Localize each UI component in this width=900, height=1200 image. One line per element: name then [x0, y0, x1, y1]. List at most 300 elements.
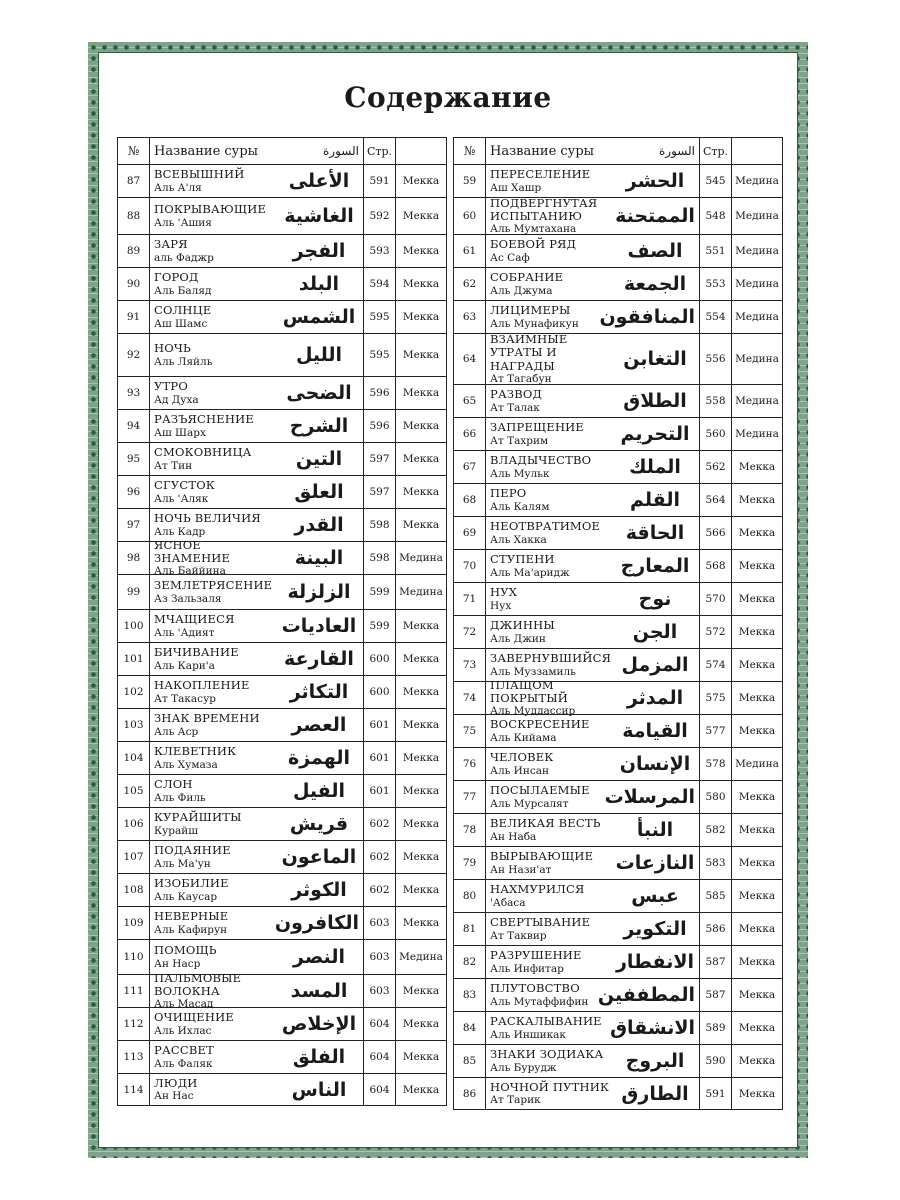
sura-number: 66 [454, 418, 486, 450]
sura-name-cell [486, 165, 700, 197]
sura-page: 603 [364, 940, 396, 974]
sura-arabic-name: قريش [289, 813, 349, 835]
sura-name-cell [150, 301, 364, 333]
sura-revelation-place: Мекка [738, 956, 776, 968]
sura-name: НОЧЬ ВЕЛИЧИЯ [154, 511, 261, 526]
table-row [453, 334, 783, 385]
sura-name-cell [486, 268, 700, 300]
sura-page: 599 [364, 610, 396, 642]
table-row [453, 451, 783, 484]
sura-transliteration: Аль Ма'аридж [490, 566, 570, 579]
sura-name-cell [486, 1012, 700, 1044]
table-row [117, 1074, 447, 1106]
sura-name: СМОКОВНИЦА [154, 445, 252, 460]
sura-name-block [490, 333, 615, 385]
sura-name-cell [486, 677, 700, 718]
sura-name: БОЕВОЙ РЯД [490, 237, 577, 252]
sura-name: ПЛУТОВСТВО [490, 981, 580, 996]
sura-name: ВЛАДЫЧЕСТВО [490, 453, 592, 468]
sura-transliteration: 'Абаса [490, 896, 526, 909]
sura-arabic-name: الفلق [292, 1046, 346, 1068]
sura-page: 548 [700, 198, 732, 234]
sura-name-cell [150, 476, 364, 508]
sura-number: 89 [118, 235, 150, 267]
sura-transliteration: Аль Мунафикун [490, 317, 579, 330]
sura-name-block [490, 388, 615, 413]
sura-name-cell [486, 979, 700, 1011]
sura-page: 595 [364, 301, 396, 333]
sura-arabic-name: الغاشية [284, 205, 354, 227]
sura-name-block [490, 487, 615, 512]
sura-transliteration: Аль Бурудж [490, 1061, 557, 1074]
sura-transliteration: Аш Хашр [490, 181, 542, 194]
sura-number: 105 [118, 775, 150, 807]
sura-transliteration: Аль Баййина [154, 565, 226, 578]
table-row [117, 334, 447, 377]
sura-revelation-place: Медина [735, 175, 779, 187]
sura-revelation-place: Мекка [402, 278, 440, 290]
sura-page: 590 [700, 1045, 732, 1077]
table-row [117, 1008, 447, 1041]
table-row [117, 610, 447, 643]
header-arabic: السورة [323, 144, 359, 158]
table-row [453, 781, 783, 814]
sura-page: 591 [700, 1078, 732, 1109]
sura-name-cell [486, 451, 700, 483]
sura-name-block [490, 850, 615, 875]
sura-name: ГОРОД [154, 270, 199, 285]
sura-number: 93 [118, 377, 150, 409]
sura-name: НЕОТВРАТИМОЕ [490, 519, 601, 534]
sura-arabic-name: القيامة [622, 720, 688, 742]
sura-name-cell [150, 235, 364, 267]
sura-transliteration: Аль Инсан [490, 764, 549, 777]
header-name-cell [486, 138, 700, 164]
sura-arabic-name: القلم [630, 489, 680, 511]
sura-arabic-name: العاديات [281, 615, 357, 637]
sura-arabic-name: الممتحنة [615, 205, 695, 227]
sura-transliteration: Ат Тахрим [490, 434, 549, 447]
table-row [453, 814, 783, 847]
sura-page: 604 [364, 1041, 396, 1073]
sura-number: 96 [118, 476, 150, 508]
sura-arabic-name: المطففين [597, 984, 695, 1006]
sura-revelation-place: Мекка [738, 791, 776, 803]
sura-transliteration: Нух [490, 599, 512, 612]
sura-number: 109 [118, 907, 150, 939]
sura-page: 570 [700, 583, 732, 615]
sura-page: 572 [700, 616, 732, 648]
sura-name-cell [150, 940, 364, 974]
sura-name-block [154, 380, 279, 405]
sura-number: 60 [454, 198, 486, 234]
table-row [117, 841, 447, 874]
sura-name-cell [486, 814, 700, 846]
sura-name-block [490, 751, 615, 776]
sura-revelation-place: Мекка [402, 653, 440, 665]
sura-name-block [154, 811, 279, 836]
sura-arabic-name: الحشر [625, 170, 685, 192]
sura-transliteration: Аль Каусар [154, 890, 218, 903]
table-row [117, 410, 447, 443]
sura-name-block [154, 972, 279, 1011]
table-row [453, 583, 783, 616]
sura-name-cell [150, 775, 364, 807]
sura-transliteration: Аль Мульк [490, 467, 550, 480]
sura-number: 74 [454, 682, 486, 714]
sura-number: 103 [118, 709, 150, 741]
sura-name-block [490, 520, 615, 545]
table-row [453, 165, 783, 198]
sura-name-cell [150, 907, 364, 939]
sura-name-block [154, 712, 279, 737]
sura-name: БИЧИВАНИЕ [154, 645, 239, 660]
sura-transliteration: Аль 'Адият [154, 626, 215, 639]
sura-name-cell [486, 484, 700, 516]
header-page: Стр. [700, 138, 732, 164]
sura-name-block [154, 238, 279, 263]
sura-arabic-name: الجن [632, 621, 678, 643]
sura-page: 562 [700, 451, 732, 483]
sura-number: 99 [118, 575, 150, 609]
sura-revelation-place: Мекка [402, 818, 440, 830]
header-arabic: السورة [659, 144, 695, 158]
sura-transliteration: Аль Ляйль [154, 355, 213, 368]
sura-revelation-place: Мекка [738, 989, 776, 1001]
sura-name-block [154, 304, 279, 329]
sura-revelation-place: Мекка [738, 560, 776, 572]
sura-name: ЗНАКИ ЗОДИАКА [490, 1047, 604, 1062]
sura-page: 577 [700, 715, 732, 747]
sura-revelation-place: Мекка [738, 824, 776, 836]
sura-name: ПЕРО [490, 486, 527, 501]
sura-name-block [154, 446, 279, 471]
sura-revelation-place: Мекка [402, 1083, 440, 1096]
sura-number: 76 [454, 748, 486, 780]
sura-name-block [154, 745, 279, 770]
sura-arabic-name: المزمل [621, 654, 689, 676]
sura-name-cell [150, 709, 364, 741]
table-row [453, 195, 783, 236]
table-row [453, 418, 783, 451]
sura-page: 604 [364, 1074, 396, 1105]
sura-arabic-name: التكوير [623, 918, 687, 940]
sura-name-cell [150, 334, 364, 376]
sura-number: 86 [454, 1078, 486, 1109]
sura-revelation-place: Мекка [402, 210, 440, 222]
sura-name-cell [486, 517, 700, 549]
sura-revelation-place: Мекка [738, 527, 776, 539]
sura-revelation-place: Мекка [402, 311, 440, 323]
sura-revelation-place: Мекка [402, 387, 440, 399]
sura-revelation-place: Мекка [738, 1022, 776, 1034]
sura-arabic-name: الطلاق [623, 390, 687, 412]
header-num: № [454, 138, 486, 164]
sura-page: 575 [700, 682, 732, 714]
sura-transliteration: Ан Наср [154, 957, 201, 970]
sura-number: 82 [454, 946, 486, 978]
sura-number: 108 [118, 874, 150, 906]
table-row [453, 677, 783, 718]
sura-revelation-place: Медина [735, 353, 779, 365]
sura-number: 77 [454, 781, 486, 813]
sura-number: 65 [454, 385, 486, 417]
sura-name: ПОДВЕРГНУТАЯ ИСПЫТАНИЮ [490, 195, 598, 223]
sura-revelation-place: Мекка [738, 692, 776, 704]
sura-number: 71 [454, 583, 486, 615]
sura-name-block [154, 539, 279, 578]
sura-arabic-name: الهمزة [288, 747, 350, 769]
sura-revelation-place: Мекка [738, 857, 776, 869]
table-row [453, 385, 783, 418]
sura-name-cell [486, 946, 700, 978]
sura-arabic-name: الشرح [289, 415, 349, 437]
sura-transliteration: Аль А'ля [154, 181, 202, 194]
sura-transliteration: Аль Кари'а [154, 659, 215, 672]
table-row [453, 616, 783, 649]
sura-name: СГУСТОК [154, 478, 215, 493]
sura-page: 583 [700, 847, 732, 879]
sura-name: КУРАЙШИТЫ [154, 810, 242, 825]
table-row [453, 301, 783, 334]
sura-number: 83 [454, 979, 486, 1011]
sura-name: ЗЕМЛЕТРЯСЕНИЕ [154, 578, 273, 593]
table-row [453, 550, 783, 583]
sura-transliteration: Ат Тарик [490, 1094, 541, 1107]
sura-revelation-place: Мекка [402, 1051, 440, 1063]
sura-arabic-name: العصر [291, 714, 347, 736]
sura-name-block [154, 679, 279, 704]
sura-name: ПАЛЬМОВЫЕ ВОЛОКНА [154, 970, 242, 998]
sura-name: ВЫРЫВАЮЩИЕ [490, 849, 594, 864]
sura-transliteration: Аль Фаляк [154, 1057, 213, 1070]
sura-revelation-place: Мекка [738, 923, 776, 935]
sura-name-block [490, 619, 615, 644]
table-row [453, 1045, 783, 1078]
sura-name-cell [150, 676, 364, 708]
sura-transliteration: Аль Масад [154, 998, 214, 1011]
sura-number: 79 [454, 847, 486, 879]
table-row [117, 643, 447, 676]
sura-name: МЧАЩИЕСЯ [154, 612, 235, 627]
sura-name-block [490, 586, 615, 611]
sura-arabic-name: الإنسان [619, 753, 691, 775]
sura-transliteration: Аль Мурсалят [490, 797, 569, 810]
header-name-cell [150, 138, 364, 164]
page-title: Содержание [344, 81, 552, 114]
sura-name: ИЗОБИЛИЕ [154, 876, 229, 891]
sura-name-cell [486, 235, 700, 267]
sura-number: 94 [118, 410, 150, 442]
sura-number: 59 [454, 165, 486, 197]
sura-page: 586 [700, 913, 732, 945]
sura-number: 72 [454, 616, 486, 648]
sura-transliteration: Аш Шамс [154, 317, 208, 330]
sura-page: 558 [700, 385, 732, 417]
sura-page: 580 [700, 781, 732, 813]
sura-name-cell [486, 847, 700, 879]
sura-name-block [490, 652, 615, 677]
sura-number: 100 [118, 610, 150, 642]
sura-page: 589 [700, 1012, 732, 1044]
sura-transliteration: Аль Филь [154, 791, 206, 804]
table-row [453, 880, 783, 913]
sura-name: НЕВЕРНЫЕ [154, 909, 229, 924]
sura-transliteration: Ат Таквир [490, 929, 547, 942]
sura-page: 603 [364, 907, 396, 939]
sura-arabic-name: الزلزلة [287, 581, 351, 603]
sura-transliteration: Аз Зальзаля [154, 592, 222, 605]
sura-name-block [490, 1081, 615, 1106]
sura-arabic-name: المعارج [620, 555, 690, 577]
sura-number: 88 [118, 198, 150, 234]
sura-name: НОЧНОЙ ПУТНИК [490, 1079, 610, 1094]
sura-revelation-place: Медина [735, 278, 779, 290]
sura-number: 64 [454, 334, 486, 384]
sura-transliteration: Ас Саф [490, 251, 530, 264]
sura-name-block [490, 271, 615, 296]
sura-number: 113 [118, 1041, 150, 1073]
sura-name-block [490, 883, 615, 908]
sura-number: 111 [118, 975, 150, 1007]
right-contents-table [453, 137, 783, 1110]
sura-number: 92 [118, 334, 150, 376]
sura-arabic-name: البينة [294, 547, 344, 569]
sura-number: 73 [454, 649, 486, 681]
sura-number: 98 [118, 542, 150, 574]
sura-arabic-name: المدثر [626, 687, 684, 709]
sura-name-block [490, 982, 615, 1007]
sura-number: 67 [454, 451, 486, 483]
table-row [453, 979, 783, 1012]
sura-name-block [154, 168, 279, 193]
sura-arabic-name: القارعة [284, 648, 354, 670]
sura-name-cell [486, 781, 700, 813]
sura-number: 61 [454, 235, 486, 267]
sura-page: 578 [700, 748, 732, 780]
sura-transliteration: Аль 'Ашия [154, 216, 212, 229]
sura-arabic-name: التحريم [620, 423, 690, 445]
sura-revelation-place: Мекка [402, 985, 440, 997]
sura-page: 602 [364, 808, 396, 840]
sura-name-block [490, 421, 615, 446]
sura-name-cell [150, 377, 364, 409]
sura-page: 598 [364, 542, 396, 574]
sura-name: ПОМОЩЬ [154, 943, 217, 958]
sura-arabic-name: الإخلاص [281, 1013, 357, 1035]
sura-number: 87 [118, 165, 150, 197]
table-row [453, 517, 783, 550]
sura-name-block [490, 817, 615, 842]
table-row [117, 301, 447, 334]
sura-name-cell [150, 841, 364, 873]
table-row [117, 940, 447, 975]
sura-name-block [154, 1077, 279, 1102]
sura-number: 70 [454, 550, 486, 582]
ornamental-border [88, 42, 808, 1158]
table-row [117, 537, 447, 578]
sura-arabic-name: العلق [294, 481, 344, 503]
sura-page: 603 [364, 975, 396, 1007]
sura-transliteration: Аль Кадр [154, 525, 206, 538]
sura-page: 596 [364, 377, 396, 409]
sura-arabic-name: الحاقة [625, 522, 685, 544]
sura-arabic-name: الكافرون [274, 912, 359, 934]
sura-name-cell [486, 195, 700, 236]
sura-name-block [154, 778, 279, 803]
sura-number: 90 [118, 268, 150, 300]
sura-page: 556 [700, 334, 732, 384]
sura-name-cell [150, 165, 364, 197]
sura-name-cell [150, 808, 364, 840]
sura-transliteration: Аль Ма'ун [154, 857, 211, 870]
sura-name-block [154, 1044, 279, 1069]
header-page: Стр. [364, 138, 396, 164]
sura-revelation-place: Медина [399, 552, 443, 564]
sura-name-block [154, 342, 279, 367]
sura-number: 107 [118, 841, 150, 873]
table-row [117, 1041, 447, 1074]
sura-arabic-name: المنافقون [599, 306, 695, 328]
sura-transliteration: Ан Нази'ат [490, 863, 552, 876]
sura-revelation-place: Мекка [402, 917, 440, 929]
sura-revelation-place: Медина [735, 395, 779, 407]
sura-revelation-place: Мекка [402, 620, 440, 632]
sura-number: 80 [454, 880, 486, 912]
sura-transliteration: Аль Джума [490, 284, 553, 297]
sura-name: НОЧЬ [154, 341, 191, 356]
sura-name: КЛЕВЕТНИК [154, 744, 237, 759]
sura-transliteration: Ат Талак [490, 401, 540, 414]
sura-revelation-place: Мекка [402, 486, 440, 498]
sura-arabic-name: البلد [298, 273, 340, 295]
sura-page: 600 [364, 676, 396, 708]
sura-name-cell [150, 1041, 364, 1073]
sura-page: 604 [364, 1008, 396, 1040]
sura-name-cell [150, 268, 364, 300]
sura-name: СТУПЕНИ [490, 552, 555, 567]
header-name: Название суры [490, 143, 594, 159]
sura-transliteration: Аль Кийама [490, 731, 557, 744]
sura-name-cell [486, 649, 700, 681]
table-row [453, 847, 783, 880]
header-place [732, 138, 782, 164]
sura-name: ПОКРЫВАЮЩИЕ [154, 202, 267, 217]
sura-page: 593 [364, 235, 396, 267]
table-row [117, 575, 447, 610]
sura-name-cell [486, 913, 700, 945]
sura-name-block [154, 910, 279, 935]
table-row [453, 946, 783, 979]
sura-page: 560 [700, 418, 732, 450]
table-row [117, 235, 447, 268]
sura-name: ЛЮДИ [154, 1075, 198, 1090]
sura-revelation-place: Мекка [402, 851, 440, 863]
header-place [396, 138, 446, 164]
table-row [117, 377, 447, 410]
sura-name-block [490, 784, 615, 809]
sura-revelation-place: Мекка [402, 1018, 440, 1030]
sura-arabic-name: الكوثر [291, 879, 347, 901]
contents-page [98, 52, 798, 1148]
sura-name-block [154, 413, 279, 438]
sura-name-block [490, 553, 615, 578]
sura-name-block [154, 512, 279, 537]
sura-name-block [490, 197, 615, 236]
header-name: Название суры [154, 143, 258, 159]
sura-name-block [154, 1011, 279, 1036]
sura-number: 78 [454, 814, 486, 846]
